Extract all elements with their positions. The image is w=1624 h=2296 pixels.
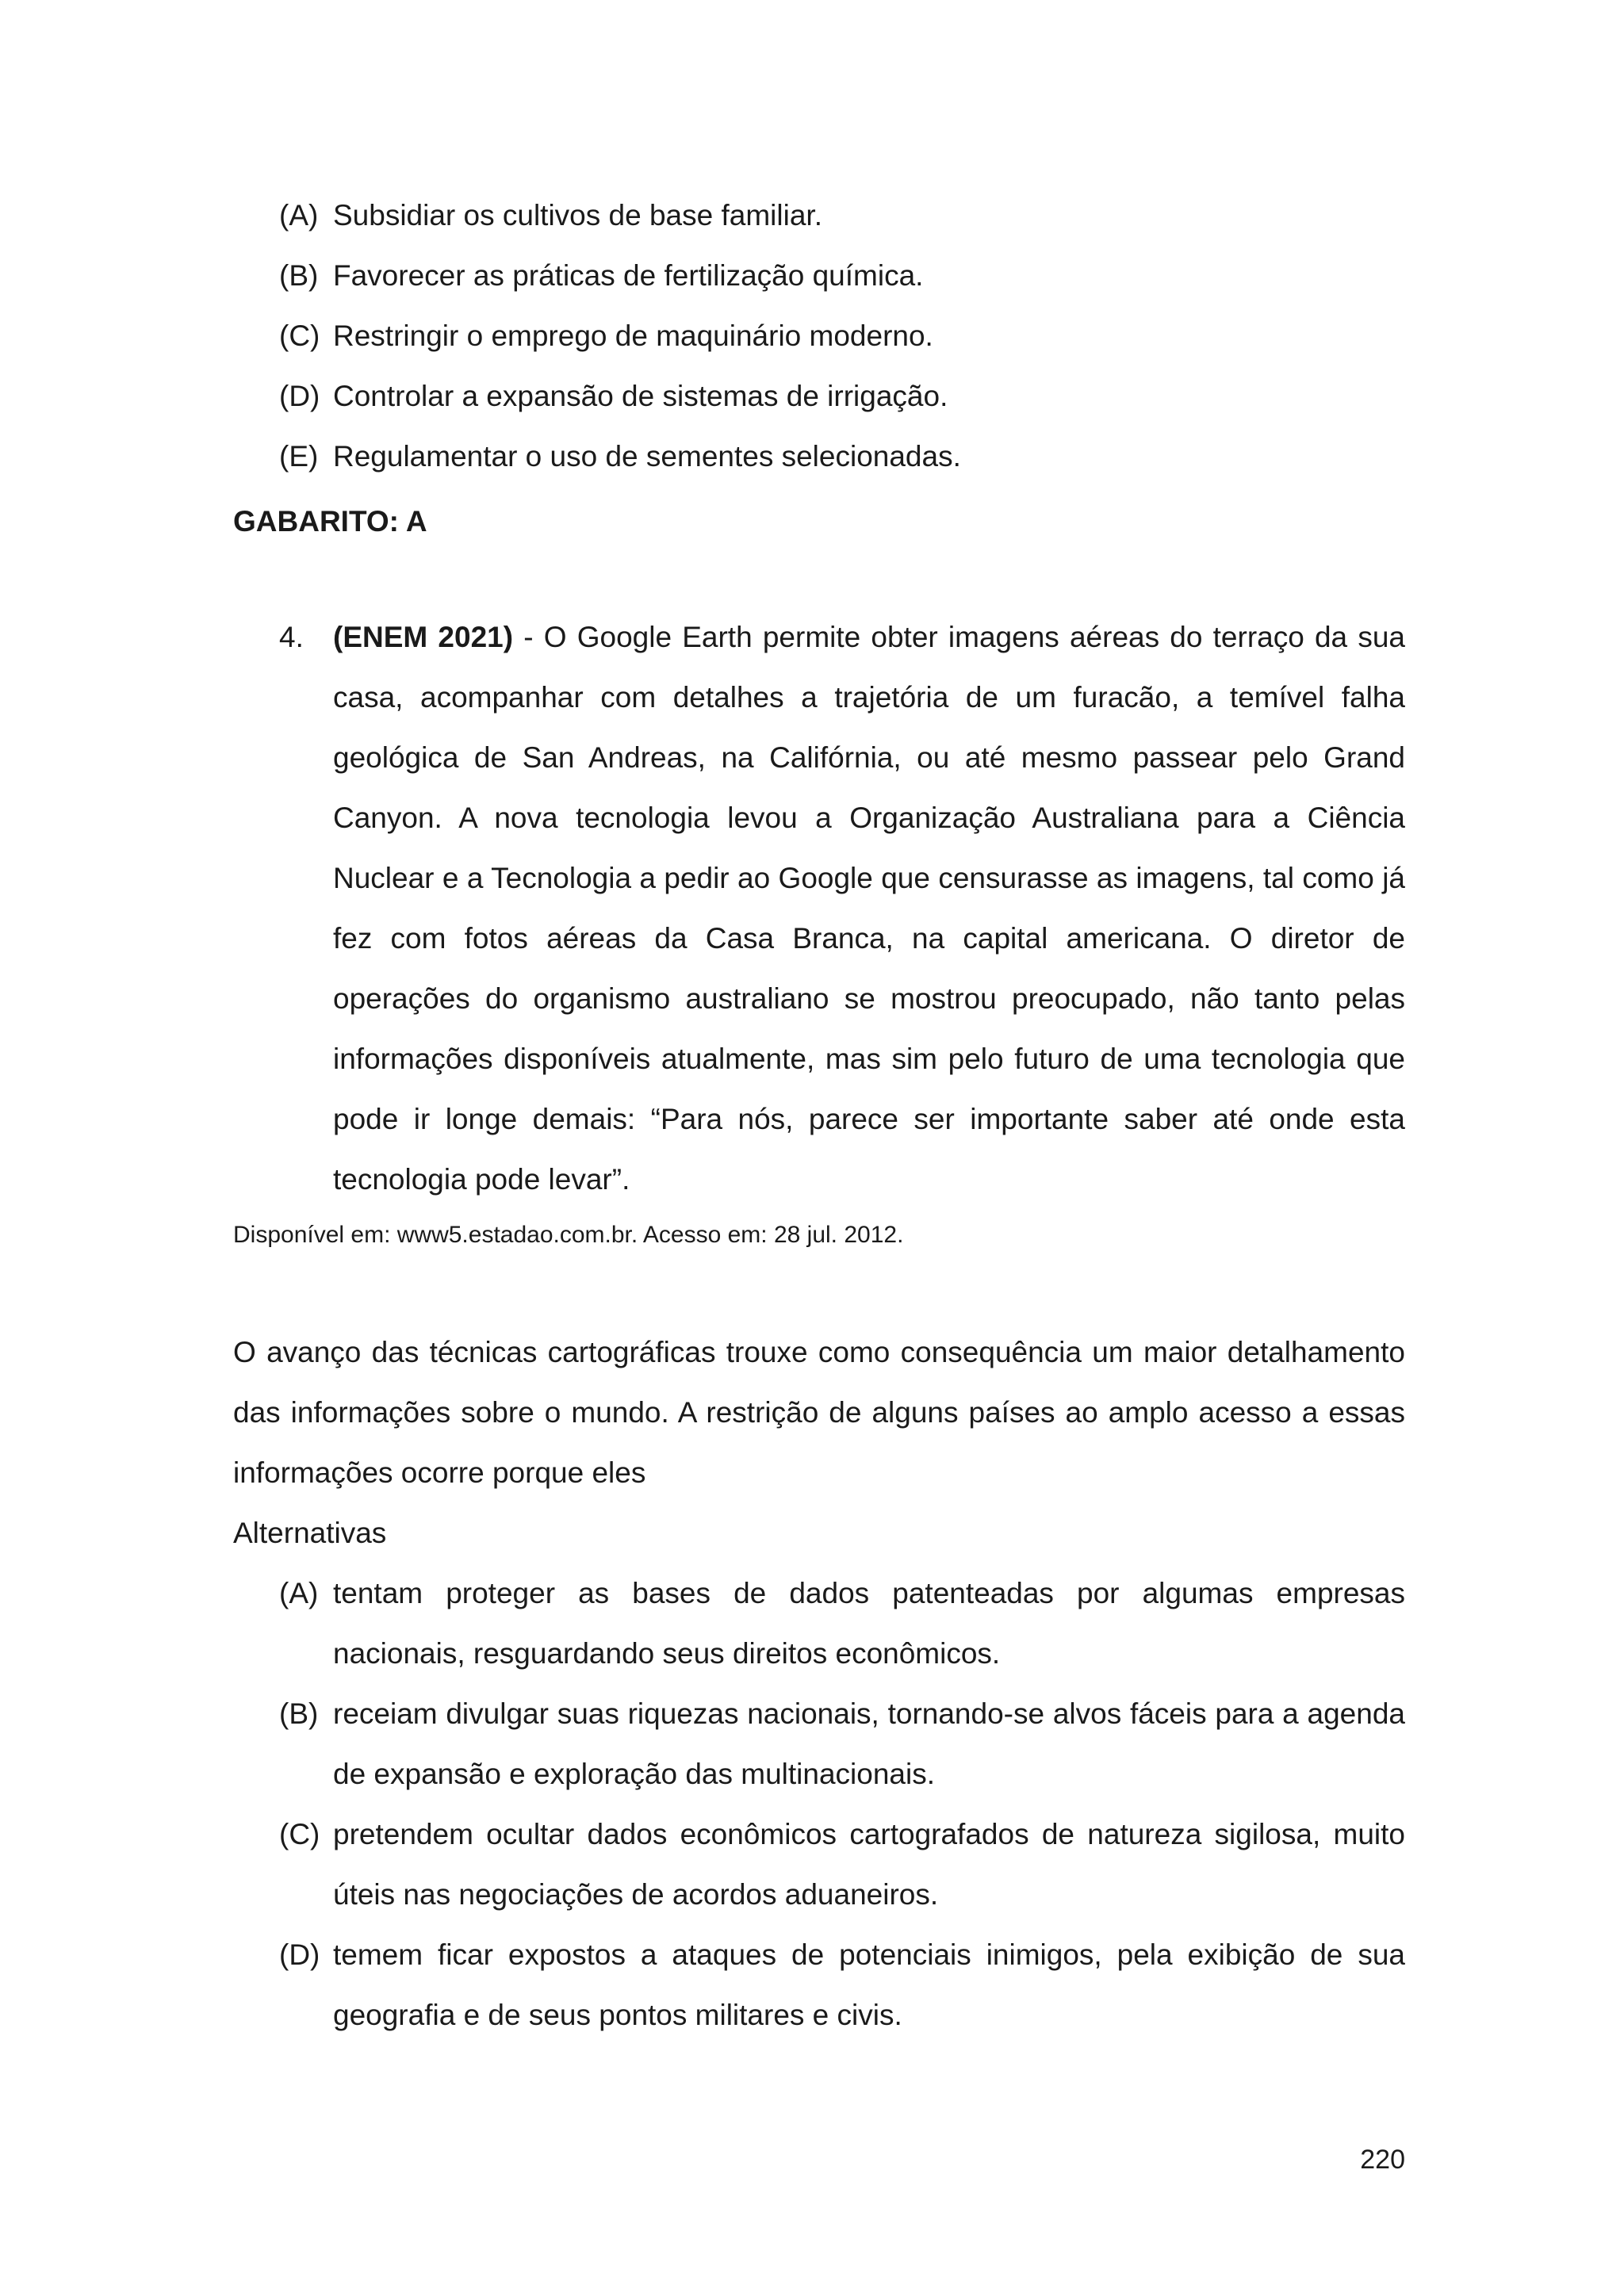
prev-option-b: [279, 246, 1405, 306]
option-text: temem ficar expostos a ataques de potenciais inimigos, pela exibição de sua geografia e de seus pontos militares e civis.: [333, 1938, 1405, 2031]
question-source: (ENEM 2021): [333, 621, 514, 653]
page-number: 220: [1360, 2145, 1405, 2175]
q4-option-c: [279, 1804, 1405, 1925]
question-text: - O Google Earth permite obter imagens aéreas do terraço da sua casa, acompanhar com detalhes a trajetória de um furacão, a temível falha geológica de San Andreas, na Califórnia, ou até mesmo passear pelo Grand Canyon. A nova tecnologia levou a Organização Australiana para a Ciência Nuclear e a Tecnologia a pedir ao Google que censurasse as imagens, tal como já fez com fotos aéreas da Casa Branca, na capital americana. O diretor de operações do organismo australiano se mostrou preocupado, não tanto pelas informações disponíveis atualmente, mas sim pelo futuro de uma tecnologia que pode ir longe demais: “Para nós, parece ser importante saber até onde esta tecnologia pode levar”.: [333, 621, 1405, 1196]
option-letter: (C): [279, 320, 320, 352]
prev-option-e: [279, 427, 1405, 487]
q4-option-a: [279, 1563, 1405, 1684]
question-stem: O avanço das técnicas cartográficas trouxe como consequência um maior detalhamento das informações sobre o mundo. A restrição de alguns países ao amplo acesso a essas informações ocorre porque eles: [233, 1336, 1405, 1489]
option-text: Controlar a expansão de sistemas de irrigação.: [333, 380, 948, 412]
option-letter: (C): [279, 1818, 320, 1850]
prev-option-c: [279, 306, 1405, 366]
option-letter: (D): [279, 1938, 320, 1971]
prev-option-a: [279, 186, 1405, 246]
option-text: pretendem ocultar dados econômicos cartografados de natureza sigilosa, muito úteis nas negociações de acordos aduaneiros.: [333, 1818, 1405, 1911]
option-text: Favorecer as práticas de fertilização química.: [333, 259, 924, 292]
option-letter: (B): [279, 259, 319, 292]
option-text: tentam proteger as bases de dados patenteadas por algumas empresas nacionais, resguardando seus direitos econômicos.: [333, 1577, 1405, 1670]
prev-option-d: [279, 366, 1405, 427]
option-text: Subsidiar os cultivos de base familiar.: [333, 199, 822, 232]
alternatives-label: Alternativas: [233, 1517, 387, 1549]
option-letter: (D): [279, 380, 320, 412]
question-number: 4.: [279, 621, 304, 653]
option-letter: (E): [279, 440, 319, 473]
answer-key: GABARITO: A: [233, 505, 427, 538]
option-text: receiam divulgar suas riquezas nacionais, tornando-se alvos fáceis para a agenda de expansão e exploração das multinacionais.: [333, 1697, 1405, 1790]
question-4: [279, 607, 1405, 1210]
question-body: [333, 607, 1405, 1210]
q4-option-d: [279, 1925, 1405, 2045]
option-text: Regulamentar o uso de sementes selecionadas.: [333, 440, 961, 473]
option-letter: (A): [279, 199, 319, 232]
source-citation: Disponível em: www5.estadao.com.br. Acesso em: 28 jul. 2012.: [233, 1222, 904, 1248]
option-text: Restringir o emprego de maquinário moderno.: [333, 320, 933, 352]
option-letter: (B): [279, 1697, 319, 1730]
option-letter: (A): [279, 1577, 319, 1609]
q4-option-b: [279, 1684, 1405, 1804]
